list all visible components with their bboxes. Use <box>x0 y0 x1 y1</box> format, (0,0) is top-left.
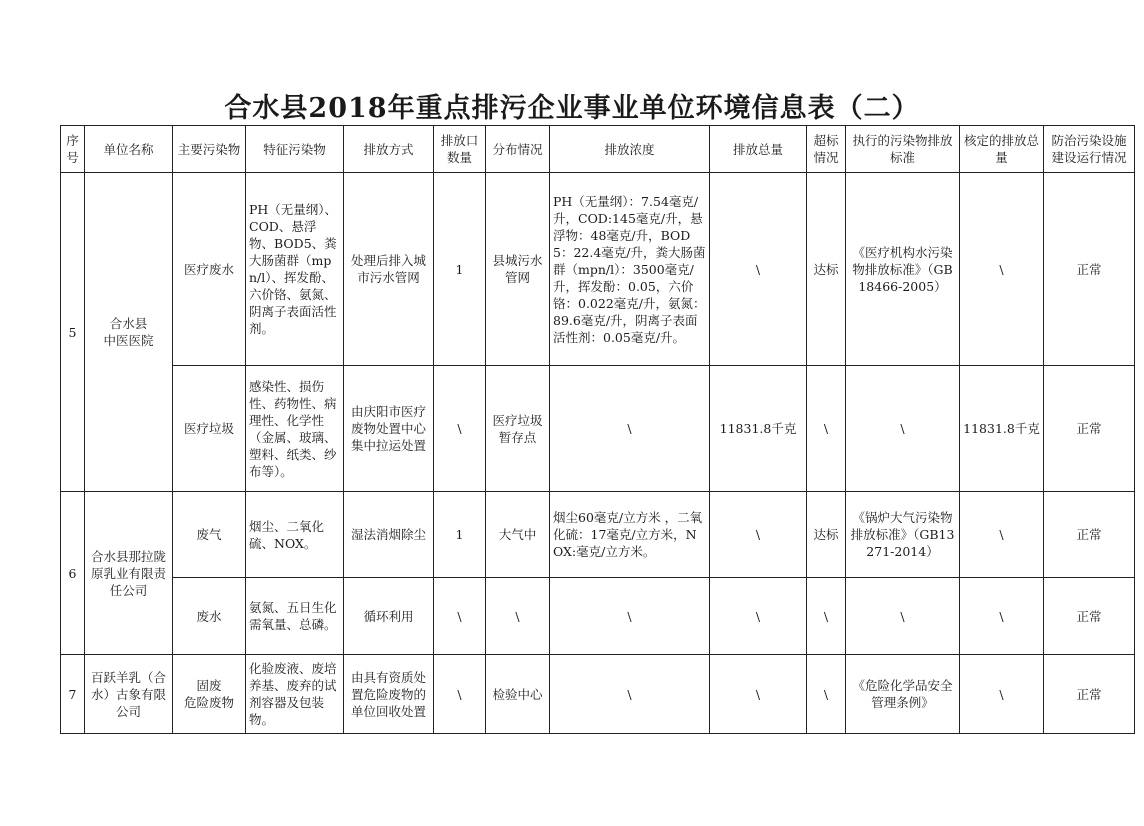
facility-status-cell: 正常 <box>1044 173 1135 366</box>
concentration-cell: \ <box>550 366 710 492</box>
outlet-count-cell: \ <box>434 366 486 492</box>
outlet-count-cell: \ <box>434 578 486 655</box>
header-total: 排放总量 <box>710 126 807 173</box>
distribution-cell: 大气中 <box>486 492 550 578</box>
header-discharge-method: 排放方式 <box>344 126 434 173</box>
over-standard-cell: \ <box>807 366 846 492</box>
approved-total-cell: \ <box>960 578 1044 655</box>
header-concentration: 排放浓度 <box>550 126 710 173</box>
main-pollutant: 固废 危险废物 <box>183 678 234 710</box>
over-standard-cell: 达标 <box>807 492 846 578</box>
discharge-method-cell: 由具有资质处置危险废物的单位回收处置 <box>344 655 434 734</box>
main-pollutant-cell: 废水 <box>173 578 246 655</box>
total-cell: \ <box>710 578 807 655</box>
environment-info-table <box>60 125 1135 734</box>
header-main-pollutant: 主要污染物 <box>173 126 246 173</box>
facility-status-cell: 正常 <box>1044 578 1135 655</box>
main-pollutant-cell: 医疗废水 <box>173 173 246 366</box>
main-pollutant-cell <box>173 655 246 734</box>
feature-pollutant-cell: 感染性、损伤性、药物性、病理性、化学性（金属、玻璃、塑料、纸类、纱布等）。 <box>246 366 344 492</box>
header-facility-status: 防治污染设施建设运行情况 <box>1044 126 1135 173</box>
distribution-cell: 医疗垃圾暂存点 <box>486 366 550 492</box>
table-row <box>61 366 1135 492</box>
standard-cell: \ <box>846 578 960 655</box>
feature-pollutant-cell: 化验废液、废培养基、废弃的试剂容器及包装物。 <box>246 655 344 734</box>
approved-total-cell: 11831.8千克 <box>960 366 1044 492</box>
outlet-count-cell: \ <box>434 655 486 734</box>
header-over-standard: 超标情况 <box>807 126 846 173</box>
standard-cell: \ <box>846 366 960 492</box>
header-seq: 序号 <box>61 126 85 173</box>
total-cell: \ <box>710 492 807 578</box>
discharge-method-cell: 湿法消烟除尘 <box>344 492 434 578</box>
table-row <box>61 173 1135 366</box>
table-row <box>61 492 1135 578</box>
over-standard-cell: \ <box>807 578 846 655</box>
standard-cell: 《危险化学品安全管理条例》 <box>846 655 960 734</box>
standard-cell: 《医疗机构水污染物排放标准》（GB18466-2005） <box>846 173 960 366</box>
table-row <box>61 655 1135 734</box>
header-distribution: 分布情况 <box>486 126 550 173</box>
over-standard-cell: 达标 <box>807 173 846 366</box>
feature-pollutant-cell: PH（无量纲）、COD、悬浮物、BOD5、粪大肠菌群（mpn/l）、挥发酚、六价铬、氨氮、阴离子表面活性剂。 <box>246 173 344 366</box>
unit-name-cell: 合水县那拉陇原乳业有限责任公司 <box>85 492 173 655</box>
seq-cell: 6 <box>61 492 85 655</box>
seq-cell: 5 <box>61 173 85 492</box>
total-cell: \ <box>710 173 807 366</box>
unit-name: 合水县 中医医院 <box>103 316 154 348</box>
facility-status-cell: 正常 <box>1044 366 1135 492</box>
header-outlet-count: 排放口数量 <box>434 126 486 173</box>
distribution-cell: \ <box>486 578 550 655</box>
concentration-cell: PH（无量纲）：7.54毫克/升，COD:145毫克/升，悬浮物：48毫克/升，BOD5：22.4毫克/升，粪大肠菌群（mpn/l）：3500毫克/升，挥发酚：0.05，六价铬：0.022毫克/升，氨氮：89.6毫克/升，阴离子表面活性剂：0.05毫克/升。 <box>550 173 710 366</box>
discharge-method-cell: 由庆阳市医疗废物处置中心集中拉运处置 <box>344 366 434 492</box>
facility-status-cell: 正常 <box>1044 655 1135 734</box>
approved-total-cell: \ <box>960 492 1044 578</box>
standard-cell: 《锅炉大气污染物排放标准》（GB13271-2014） <box>846 492 960 578</box>
outlet-count-cell: 1 <box>434 492 486 578</box>
page-title: 合水县2018年重点排污企业事业单位环境信息表（二） <box>224 93 920 124</box>
header-feature-pollutant: 特征污染物 <box>246 126 344 173</box>
discharge-method-cell: 循环利用 <box>344 578 434 655</box>
facility-status-cell: 正常 <box>1044 492 1135 578</box>
approved-total-cell: \ <box>960 655 1044 734</box>
distribution-cell: 检验中心 <box>486 655 550 734</box>
main-pollutant-cell: 医疗垃圾 <box>173 366 246 492</box>
header-standard: 执行的污染物排放标准 <box>846 126 960 173</box>
unit-name-cell <box>85 173 173 492</box>
concentration-cell: \ <box>550 578 710 655</box>
total-cell: \ <box>710 655 807 734</box>
distribution-cell: 县城污水管网 <box>486 173 550 366</box>
table-row <box>61 578 1135 655</box>
feature-pollutant-cell: 烟尘、二氧化硫、NOX。 <box>246 492 344 578</box>
approved-total-cell: \ <box>960 173 1044 366</box>
total-cell: 11831.8千克 <box>710 366 807 492</box>
feature-pollutant-cell: 氨氮、五日生化需氧量、总磷。 <box>246 578 344 655</box>
main-pollutant-cell: 废气 <box>173 492 246 578</box>
concentration-cell: 烟尘60毫克/立方米 ，二氧化硫：17毫克/立方米，NOX:毫克/立方米。 <box>550 492 710 578</box>
header-unit-name: 单位名称 <box>85 126 173 173</box>
outlet-count-cell: 1 <box>434 173 486 366</box>
seq-cell: 7 <box>61 655 85 734</box>
header-approved-total: 核定的排放总量 <box>960 126 1044 173</box>
unit-name-cell: 百跃羊乳（合水）古象有限公司 <box>85 655 173 734</box>
discharge-method-cell: 处理后排入城市污水管网 <box>344 173 434 366</box>
concentration-cell: \ <box>550 655 710 734</box>
table-header-row <box>61 126 1135 173</box>
over-standard-cell: \ <box>807 655 846 734</box>
